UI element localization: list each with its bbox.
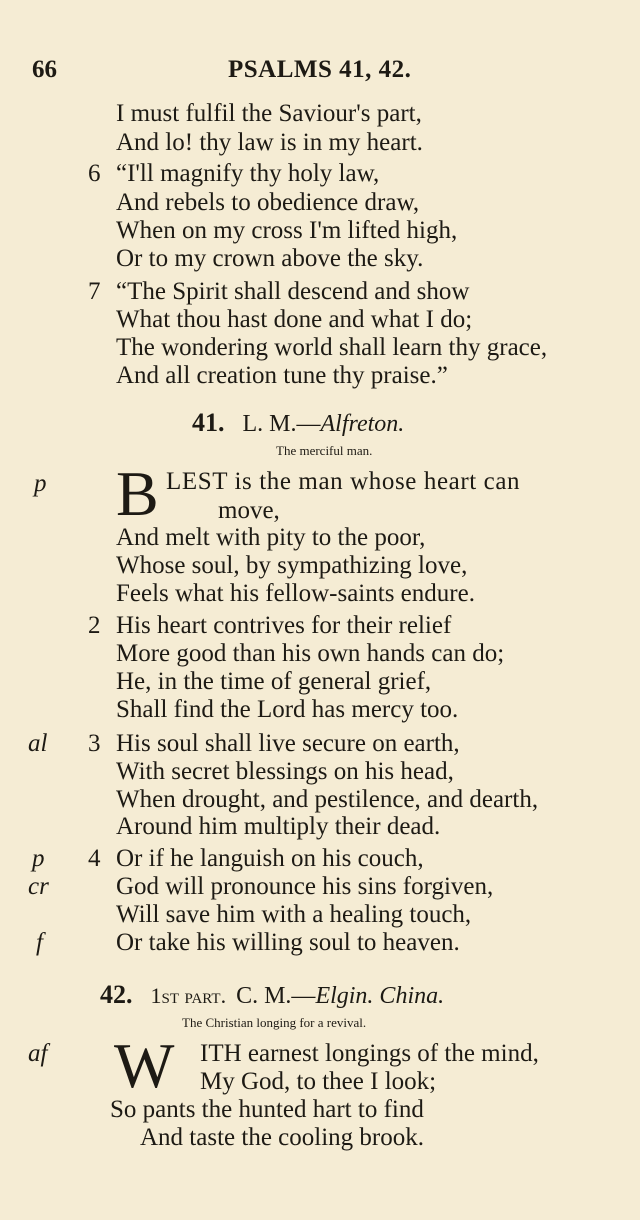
verse-line: I must fulfil the Saviour's part, (116, 100, 422, 127)
hymn-subtitle: The Christian longing for a revival. (182, 1015, 367, 1030)
verse-line: What thou hast done and what I do; (116, 306, 473, 333)
verse-line: ITH earnest longings of the mind, (200, 1040, 539, 1067)
drop-cap: W (114, 1030, 175, 1101)
verse-line: My God, to thee I look; (200, 1068, 437, 1095)
verse-line: With secret blessings on his head, (116, 758, 454, 785)
verse-line: move, (218, 497, 280, 524)
verse-line: More good than his own hands can do; (116, 640, 505, 667)
verse-number: 6 (88, 160, 101, 187)
hymn-tune: Alfreton. (320, 411, 405, 437)
verse-line: “I'll magnify thy holy law, (116, 160, 380, 187)
verse-line: When on my cross I'm lifted high, (116, 217, 458, 244)
page-number: 66 (32, 56, 57, 83)
verse-line: Or take his willing soul to heaven. (116, 929, 460, 956)
verse-line: And all creation tune thy praise.” (116, 362, 448, 389)
verse-line: LEST is the man whose heart can (166, 468, 521, 495)
verse-number: 3 (88, 730, 101, 757)
verse-line: And rebels to obedience draw, (116, 189, 420, 216)
verse-number: 2 (88, 612, 101, 639)
verse-line: So pants the hunted hart to find (110, 1096, 424, 1123)
verse-line: Whose soul, by sympathizing love, (116, 552, 468, 579)
hymn-heading (192, 408, 404, 438)
verse-line: God will pronounce his sins forgiven, (116, 873, 494, 900)
dynamic-mark: p (32, 845, 45, 872)
running-title: PSALMS 41, 42. (228, 56, 412, 83)
hymn-tune: Elgin. China. (315, 983, 445, 1009)
dynamic-mark: cr (28, 873, 49, 900)
drop-cap: B (116, 458, 159, 529)
hymn-heading (100, 980, 444, 1010)
verse-line: “The Spirit shall descend and show (116, 278, 470, 305)
verse-number: 7 (88, 278, 101, 305)
verse-line: Or to my crown above the sky. (116, 245, 424, 272)
verse-line: And lo! thy law is in my heart. (116, 129, 423, 156)
hymn-part: 1st part. (150, 983, 227, 1008)
dynamic-mark: p (34, 470, 47, 497)
verse-number: 4 (88, 845, 101, 872)
verse-line: When drought, and pestilence, and dearth, (116, 786, 539, 813)
verse-line: And taste the cooling brook. (140, 1124, 424, 1151)
hymn-number: 42. (100, 980, 133, 1009)
verse-line: The wondering world shall learn thy grace, (116, 334, 548, 361)
verse-line: His soul shall live secure on earth, (116, 730, 460, 757)
dynamic-mark: al (28, 730, 48, 757)
hymn-meter: L. M.— (242, 411, 321, 437)
verse-line: And melt with pity to the poor, (116, 524, 426, 551)
hymn-number: 41. (192, 408, 225, 437)
verse-line: Feels what his fellow-saints endure. (116, 580, 475, 607)
verse-line: His heart contrives for their relief (116, 612, 452, 639)
verse-line: Will save him with a healing touch, (116, 901, 472, 928)
dynamic-mark: af (28, 1040, 48, 1067)
verse-line: Around him multiply their dead. (116, 813, 441, 840)
verse-line: Shall find the Lord has mercy too. (116, 696, 459, 723)
verse-line: He, in the time of general grief, (116, 668, 432, 695)
verse-line: Or if he languish on his couch, (116, 845, 424, 872)
hymn-meter: C. M.— (236, 983, 316, 1009)
dynamic-mark: f (36, 929, 43, 956)
hymn-subtitle: The merciful man. (276, 443, 373, 458)
